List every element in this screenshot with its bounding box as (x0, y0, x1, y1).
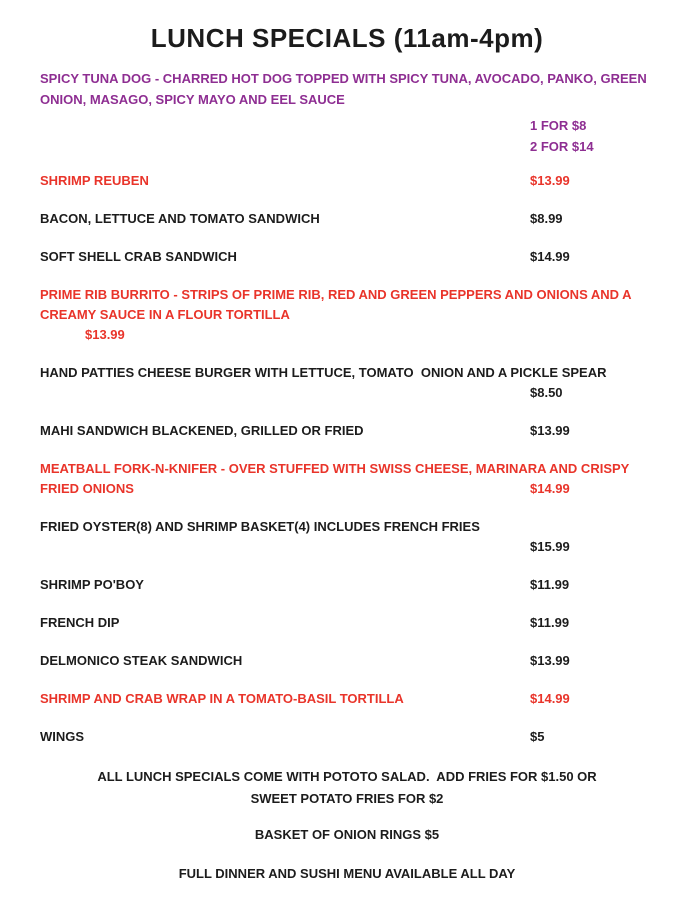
item-price: $11.99 (530, 577, 570, 592)
item-name: DELMONICO STEAK SANDWICH (40, 653, 243, 668)
item-price: $13.99 (530, 173, 570, 188)
menu-item-meatball-fork-n-knifer (40, 459, 654, 499)
item-price: $13.99 (530, 653, 570, 668)
menu-item-shrimp-poboy (40, 575, 654, 595)
menu-item-prime-rib-burrito (40, 285, 654, 345)
menu-item-shrimp-crab-wrap (40, 689, 654, 709)
item-price: $13.99 (530, 423, 570, 438)
menu-footer (40, 766, 654, 885)
sides-note-line-1: ALL LUNCH SPECIALS COME WITH POTOTO SALAD. ADD FRIES FOR $1.50 OR (97, 769, 597, 784)
item-price: $14.99 (530, 481, 570, 496)
featured-price-double: 2 FOR $14 (530, 139, 594, 154)
item-price: $13.99 (85, 327, 125, 342)
item-name: HAND PATTIES CHEESE BURGER WITH LETTUCE, TOMATO ONION AND A PICKLE SPEAR (40, 365, 607, 380)
featured-price-single: 1 FOR $8 (530, 118, 587, 133)
featured-item-description: SPICY TUNA DOG - CHARRED HOT DOG TOPPED WITH SPICY TUNA, AVOCADO, PANKO, GREEN ONION, MASAGO, SPICY MAYO AND EEL SAUCE (40, 71, 651, 107)
item-price: $15.99 (530, 539, 570, 554)
menu-item-wings (40, 727, 654, 747)
menu-item-blt-sandwich (40, 209, 654, 229)
featured-item-prices (530, 115, 654, 157)
onion-rings-note: BASKET OF ONION RINGS $5 (254, 827, 440, 842)
menu-item-mahi-sandwich (40, 421, 654, 441)
item-name: SOFT SHELL CRAB SANDWICH (40, 249, 237, 264)
item-price: $8.50 (530, 385, 563, 400)
item-name: FRIED OYSTER(8) AND SHRIMP BASKET(4) INCLUDES FRENCH FRIES (40, 519, 480, 534)
item-price: $14.99 (530, 249, 570, 264)
sides-note (40, 766, 654, 810)
menu-item-list (40, 171, 654, 747)
item-name: FRENCH DIP (40, 615, 120, 630)
item-price: $8.99 (530, 211, 563, 226)
menu-item-delmonico-steak (40, 651, 654, 671)
item-name: WINGS (40, 729, 85, 744)
item-name: SHRIMP REUBEN (40, 173, 149, 188)
menu-item-soft-shell-crab (40, 247, 654, 267)
menu-item-shrimp-reuben (40, 171, 654, 191)
item-name: MEATBALL FORK-N-KNIFER - OVER STUFFED WITH SWISS CHEESE, MARINARA AND CRISPY FRIED ONIONS (40, 461, 633, 496)
item-price: $11.99 (530, 615, 570, 630)
item-name: SHRIMP PO'BOY (40, 577, 144, 592)
menu-item-french-dip (40, 613, 654, 633)
sides-note-line-2: SWEET POTATO FRIES FOR $2 (250, 791, 444, 806)
featured-special-spicy-tuna-dog (40, 68, 654, 157)
availability-note: FULL DINNER AND SUSHI MENU AVAILABLE ALL DAY (178, 866, 516, 881)
item-name: MAHI SANDWICH BLACKENED, GRILLED OR FRIED (40, 423, 364, 438)
menu-item-fried-oyster-shrimp-basket (40, 517, 654, 557)
item-price: $5 (530, 729, 545, 744)
item-price: $14.99 (530, 691, 570, 706)
item-name: PRIME RIB BURRITO - STRIPS OF PRIME RIB, RED AND GREEN PEPPERS AND ONIONS AND A CREAMY SAUCE IN A FLOUR TORTILLA (40, 287, 635, 322)
item-name: SHRIMP AND CRAB WRAP IN A TOMATO-BASIL TORTILLA (40, 691, 404, 706)
item-name: BACON, LETTUCE AND TOMATO SANDWICH (40, 211, 320, 226)
menu-item-cheese-burger (40, 363, 654, 403)
menu-title: LUNCH SPECIALS (11am-4pm) (150, 23, 544, 53)
